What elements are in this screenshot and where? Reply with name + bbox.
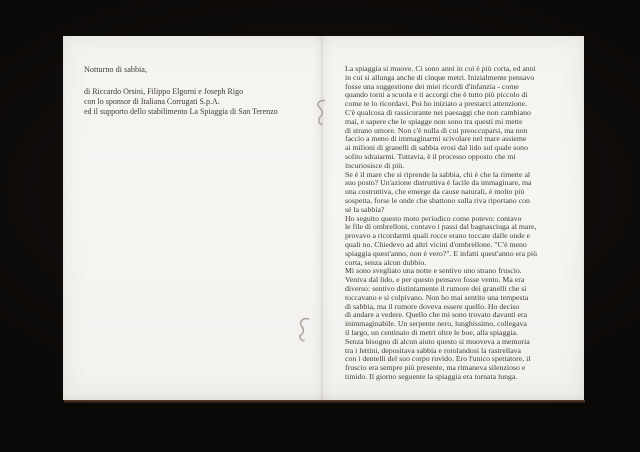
body-text-line: solito sdraiarmi. Tuttavia, è il processo opposto che mi <box>345 151 516 161</box>
body-text-line: provavo a ricordarmi quali rocce erano toccate dalle onde e <box>345 231 531 241</box>
body-text-line: corta, senza alcun dubbio. <box>345 257 427 267</box>
body-text-line: fruscio era sempre più presente, ma rimaneva silenzioso e <box>345 363 526 373</box>
body-text-line: La spiaggia si muove. Ci sono anni in cui è più corta, ed anni <box>345 64 536 73</box>
body-text <box>345 65 585 382</box>
body-text-line: le file di ombrelloni, contavo i passi dal bagnasciuga al mare, <box>345 222 537 232</box>
staple-top-icon <box>313 97 328 129</box>
credit-line: di Riccardo Orsini, Filippo Elgorni e Joseph Rigo <box>84 87 244 96</box>
body-text-line: Veniva dal lido, e per questo pensavo fosse vento. Ma era <box>345 275 525 285</box>
booklet-spread <box>63 36 584 400</box>
body-text-line: timido. Il giorno seguente la spiaggia era tornata lunga. <box>345 371 518 381</box>
body-text-line: fosse una suggestione dei miei ricordi d'infanzia - come <box>345 81 519 91</box>
body-text-line: suo posto? Un'azione distruttiva è facile da immaginare, ma <box>345 178 532 188</box>
staple-bottom-icon <box>296 316 312 348</box>
page-title: Notturno di sabbia, <box>84 65 147 74</box>
credit-line: con lo sponsor di Italiana Corrugati S.p.A. <box>84 97 220 106</box>
body-text-line: toccavano e si colpivano. Non ho mai sentito una tempesta <box>345 292 529 302</box>
body-text-line: faccio a meno di immaginarmi scivolare nel mare assieme <box>345 134 527 144</box>
body-text-line: quali no. Chiedevo ad altri vicini d'ombrellone. "C'è meno <box>345 239 527 249</box>
body-text-line: ai milioni di granelli di sabbia erosi dal lido sul quale sono <box>345 143 528 153</box>
body-text-line: di sabbia, ma il rumore doveva essere quello. Ho deciso <box>345 301 520 311</box>
body-text-line: Mi sono svegliato una notte e sentivo uno strano fruscio. <box>345 266 522 276</box>
body-text-line: incuriosisce di più. <box>345 160 405 170</box>
page-right <box>322 36 584 400</box>
body-text-line: in cui si allunga anche di cinque metri. Inizialmente pensavo <box>345 72 535 82</box>
body-text-line: Se è il mare che si riprende la sabbia, chi è che la rimette al <box>345 169 531 179</box>
body-text-line: quando torni a scuola e ti accorgi che è tutto più piccolo di <box>345 90 528 100</box>
body-text-line: con i dentelli del suo corpo ruvido. Ero l'unico spettatore, il <box>345 354 531 364</box>
body-text-line: diverso: sentivo distintamente il rumore dei granelli che si <box>345 283 527 293</box>
body-text-line: una costruttiva, che emerge da cause naturali, è molto più <box>345 187 525 197</box>
body-text-line: spiaggia quest'anno, non è vero?". E infatti quest'anno era più <box>345 248 537 258</box>
body-text-line: mai, e sapere che le spiagge non sono tra questi mi mette <box>345 116 523 126</box>
body-text-line: sé la sabbia? <box>345 204 385 214</box>
body-text-line: C'è qualcosa di rassicurante nei paesaggi che non cambiano <box>345 107 531 117</box>
body-text-line: tra i lettini, depositava sabbia e rotolandosi la rastrellava <box>345 345 522 355</box>
body-text-line: di andare a vedere. Quello che mi sono trovato davanti era <box>345 310 528 320</box>
credits-block <box>84 87 278 117</box>
body-text-line: Senza bisogno di alcun aiuto questo si muoveva a memoria <box>345 336 530 346</box>
body-text-line: Ho seguito questo moto periodico come potevo: contavo <box>345 213 522 223</box>
body-text-line: di strano umore. Non c'è nulla di cui preoccuparsi, ma non <box>345 125 528 135</box>
page-left <box>63 36 322 400</box>
body-text-line: sospetta, forse le onde che sbattono sulla riva riportano con <box>345 195 530 205</box>
body-text-line: come te lo ricordavi. Poi ho iniziato a prestarci attenzione. <box>345 99 528 109</box>
credit-line: ed il supporto dello stabilimento La Spiaggia di San Terenzo <box>84 107 278 116</box>
body-text-line: il largo, un centinaio di metri oltre le boe, alla spiaggia. <box>345 327 518 337</box>
body-text-line: inimmaginabile. Un serpente nero, lunghissimo, collegava <box>345 319 527 329</box>
